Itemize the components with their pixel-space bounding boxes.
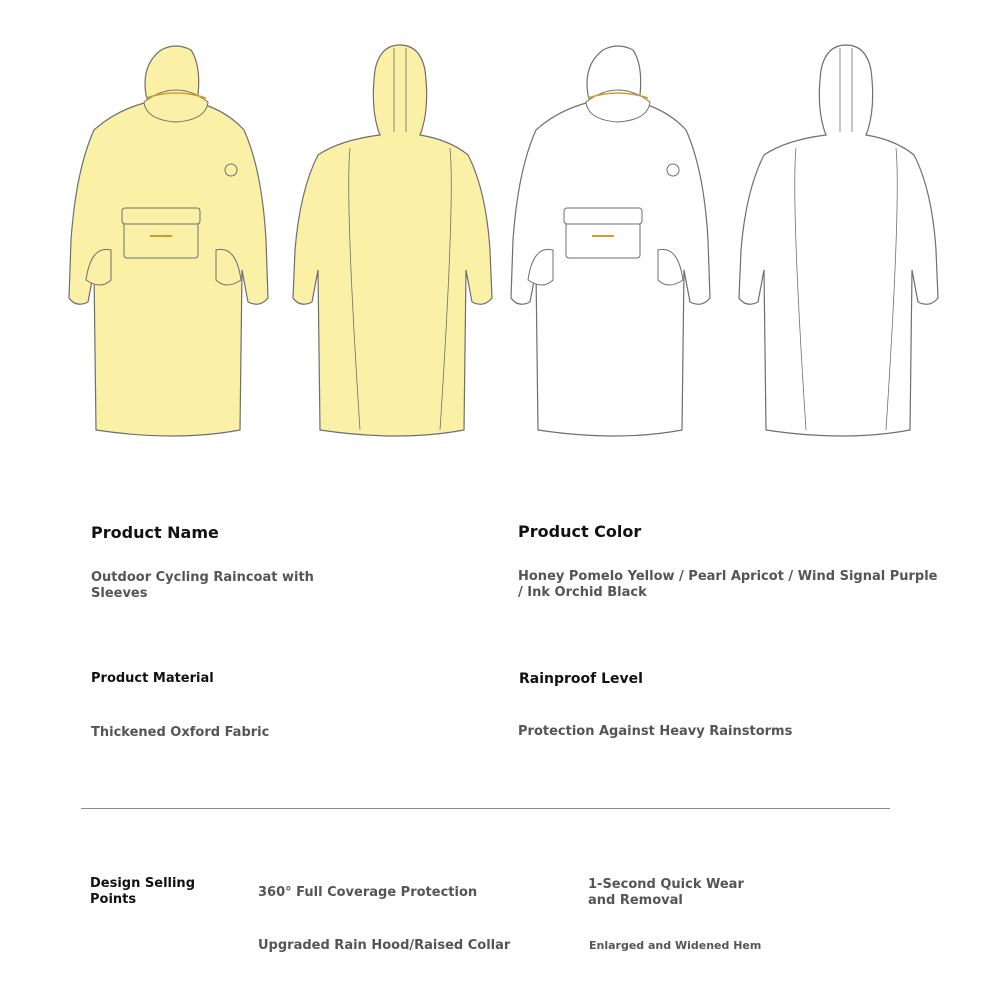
product-color-value-line1: Honey Pomelo Yellow / Pearl Apricot / Wind Signal Purple: [518, 569, 938, 584]
selling-points-label-line2: Points: [90, 892, 137, 907]
product-name-label: Product Name: [91, 523, 219, 542]
coat-body: [739, 45, 938, 436]
selling-point-3: Upgraded Rain Hood/Raised Collar: [258, 938, 511, 953]
raincoat-front-yellow-drawing: [66, 40, 286, 450]
raincoat-front-yellow: [66, 40, 286, 450]
product-name-value-line2: Sleeves: [91, 586, 148, 601]
pocket-flap: [122, 208, 200, 224]
raincoat-front-white-drawing: [508, 40, 728, 450]
selling-point-2: [588, 877, 744, 909]
selling-point-1: 360° Full Coverage Protection: [258, 885, 478, 900]
sleeve-patch: [667, 164, 679, 176]
coat-body: [293, 45, 492, 436]
product-material-value: Thickened Oxford Fabric: [91, 725, 270, 740]
selling-points-label: [90, 876, 195, 908]
product-color-label: Product Color: [518, 522, 642, 541]
selling-point-2-line1: 1-Second Quick Wear: [588, 877, 744, 892]
rainproof-level-label: Rainproof Level: [519, 671, 643, 687]
raincoat-back-white-drawing: [736, 40, 956, 450]
product-name-value-line1: Outdoor Cycling Raincoat with: [91, 570, 314, 585]
product-material-label: Product Material: [91, 671, 214, 686]
raincoat-illustrations: [0, 0, 1000, 460]
product-name-value: [91, 570, 314, 602]
raincoat-back-white: [736, 40, 956, 450]
selling-points-label-line1: Design Selling: [90, 876, 195, 891]
product-color-value-line2: / Ink Orchid Black: [518, 585, 647, 600]
raincoat-back-yellow-drawing: [290, 40, 510, 450]
pocket-flap: [564, 208, 642, 224]
selling-point-4: Enlarged and Widened Hem: [589, 939, 762, 952]
raincoat-front-white: [508, 40, 728, 450]
selling-point-2-line2: and Removal: [588, 893, 683, 908]
raincoat-back-yellow: [290, 40, 510, 450]
rainproof-level-value: Protection Against Heavy Rainstorms: [518, 724, 793, 739]
product-color-value: [518, 569, 938, 601]
section-divider: [81, 808, 890, 809]
sleeve-patch: [225, 164, 237, 176]
